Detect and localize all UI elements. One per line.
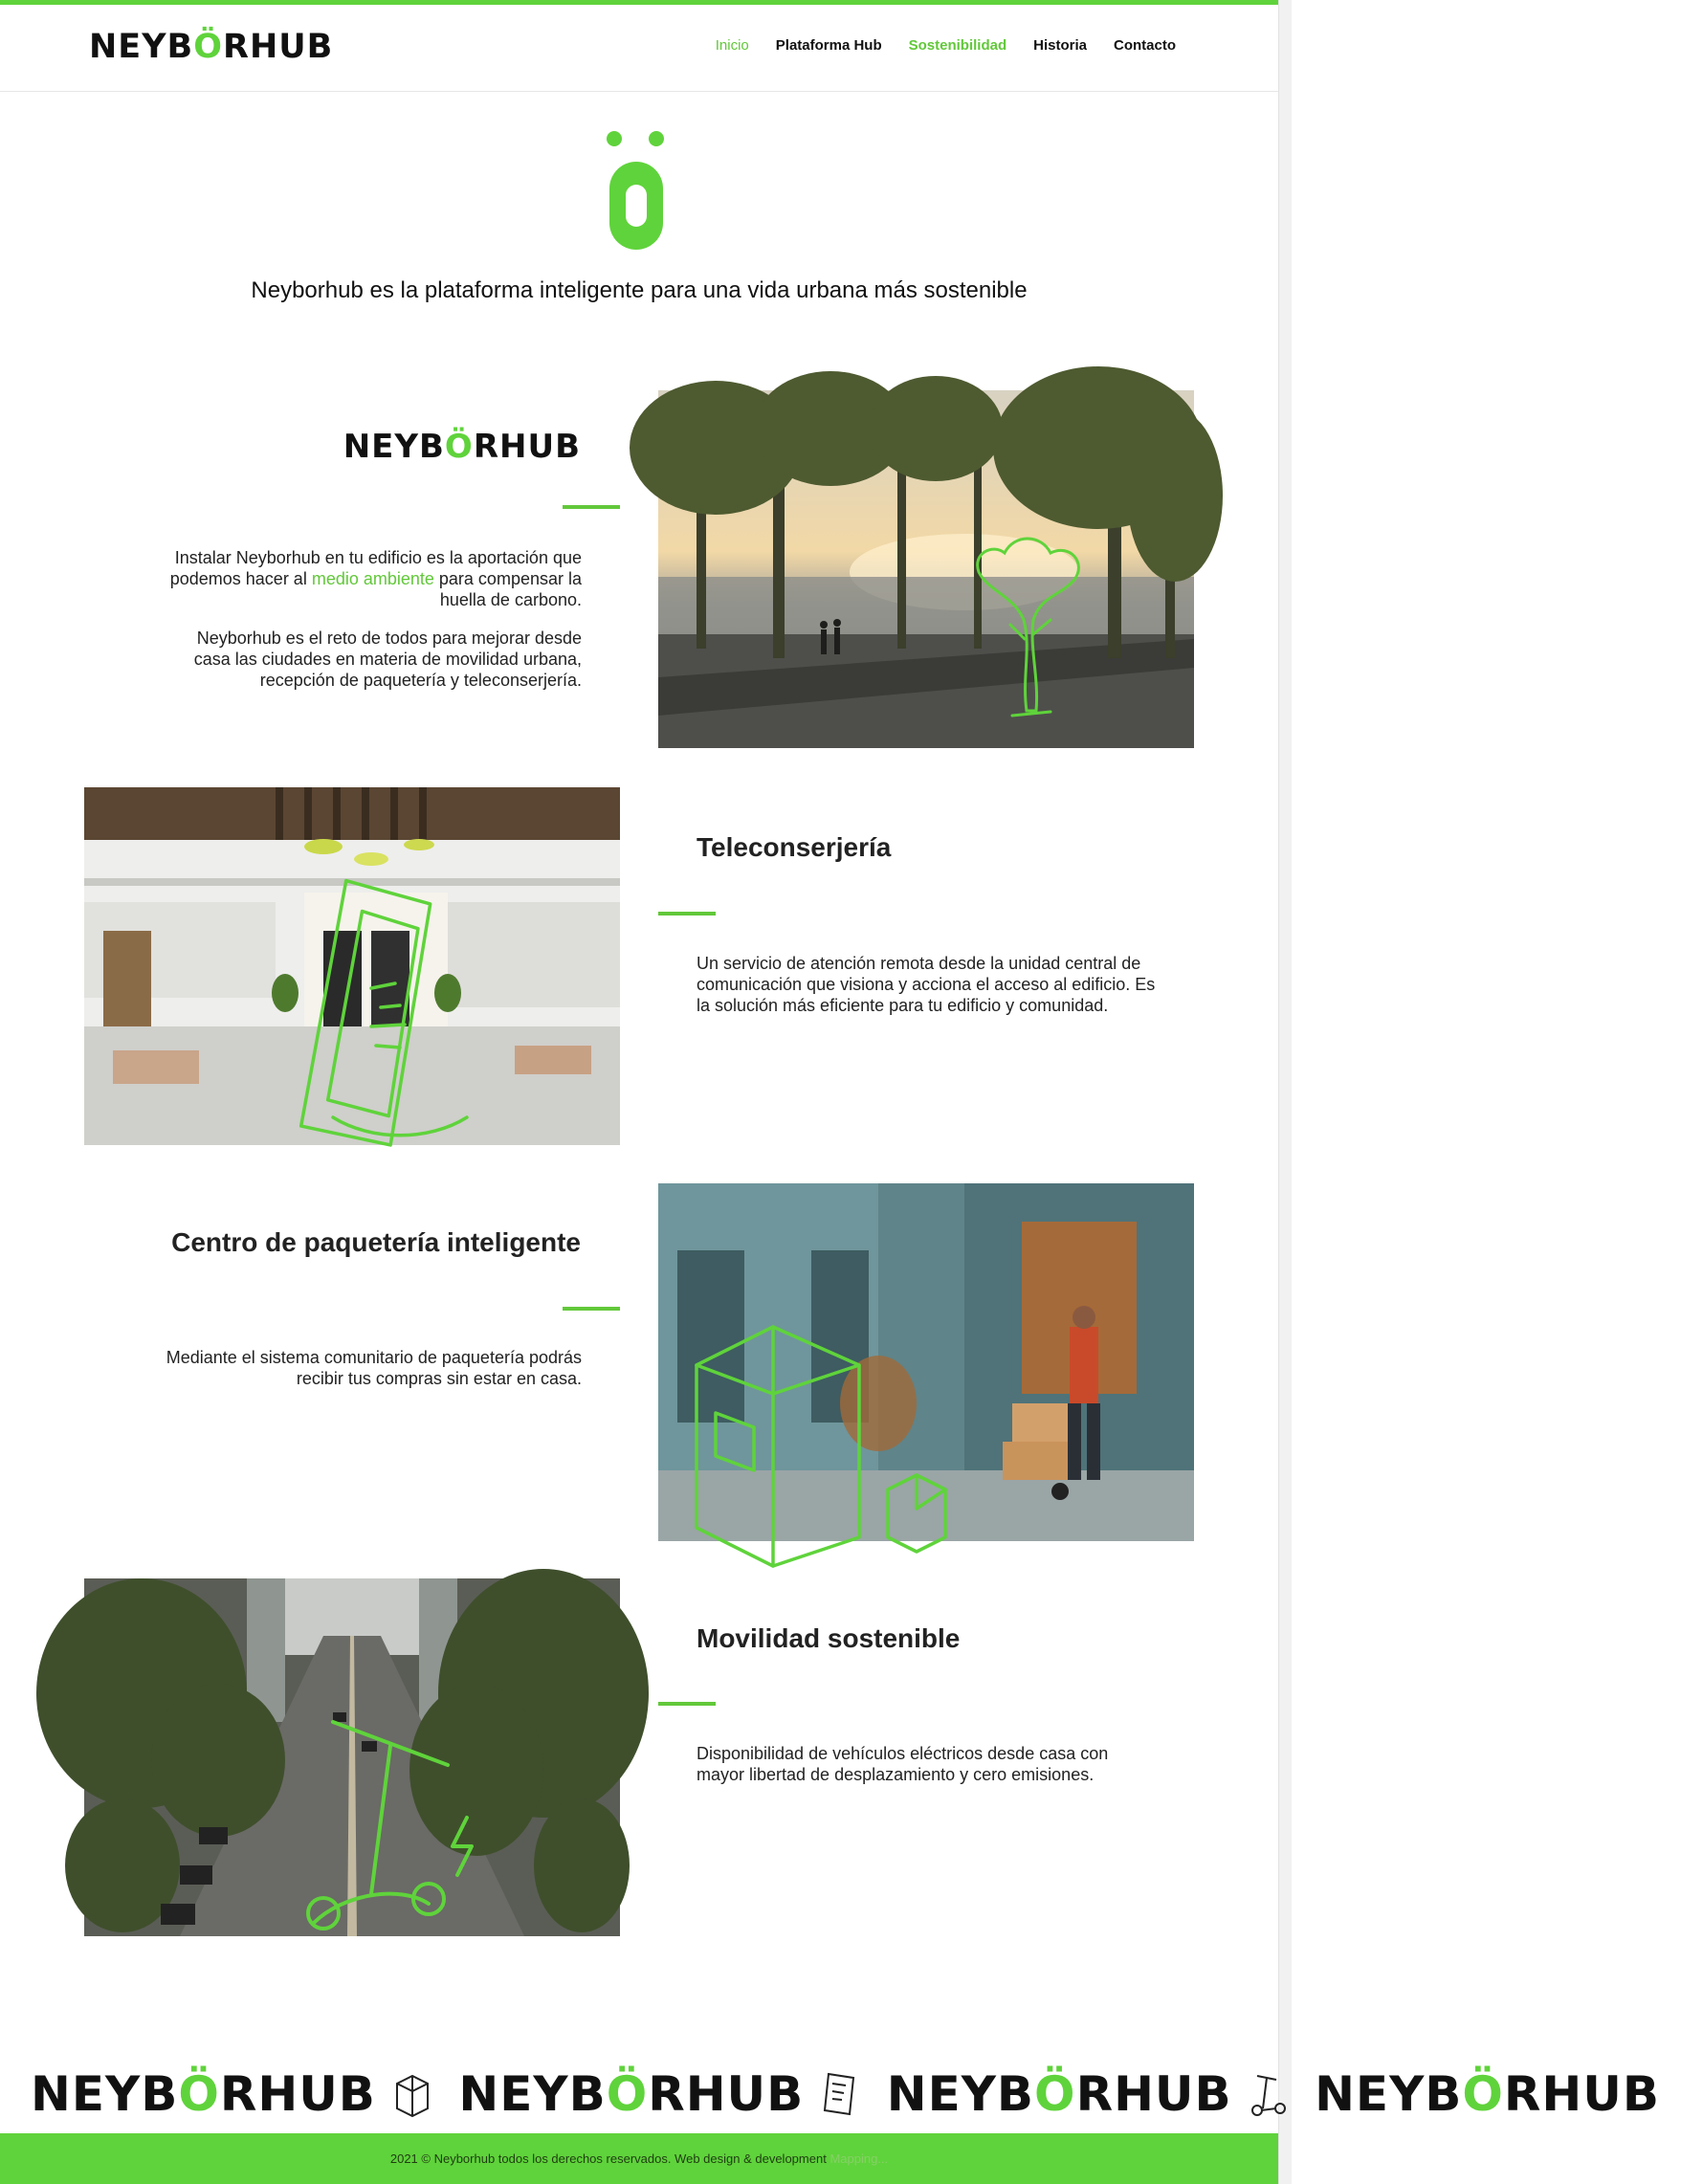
band-logo-prefix: NEYB xyxy=(31,2066,179,2122)
street-illustration xyxy=(84,1578,620,1936)
divider-paqueteria xyxy=(563,1307,620,1311)
teleconserjeria-text: Un servicio de atención remota desde la unidad central de comunicación que visiona y acciona el acceso al edificio. Es la solución más eficiente para tu edificio y comunidad. xyxy=(697,954,1156,1015)
intro-paragraph-2: Neyborhub es el reto de todos para mejorar desde casa las ciudades en materia de movilidad urbana, recepción de paquetería y teleconserjería. xyxy=(193,629,582,690)
logo-text-suffix: RHUB xyxy=(223,28,334,66)
band-logo-suffix: RHUB xyxy=(1075,2066,1232,2122)
section-logo-suffix: RHUB xyxy=(473,428,581,466)
logo-text-prefix: NEYB xyxy=(89,28,194,66)
brand-o-icon xyxy=(601,129,677,254)
band-logo-prefix: NEYB xyxy=(458,2066,607,2122)
band-item-3 xyxy=(887,2066,1290,2122)
band-logo-suffix: RHUB xyxy=(1503,2066,1660,2122)
intro-paragraph-1 xyxy=(122,547,582,610)
nav-sostenibilidad[interactable]: Sostenibilidad xyxy=(908,37,1007,54)
nav-plataforma-hub[interactable]: Plataforma Hub xyxy=(775,37,882,54)
lobby-illustration xyxy=(84,787,620,1145)
divider-movilidad xyxy=(658,1702,716,1706)
lobby-photo xyxy=(84,787,620,1145)
nav-contacto[interactable]: Contacto xyxy=(1114,37,1176,54)
nav-historia[interactable]: Historia xyxy=(1033,37,1087,54)
divider-intro xyxy=(563,505,620,509)
band-item-2 xyxy=(458,2066,861,2122)
intercom-icon xyxy=(819,2070,861,2118)
section-logo xyxy=(343,428,581,466)
footer-credit-link[interactable]: Mapping... xyxy=(829,2151,889,2166)
nav-inicio[interactable]: Inicio xyxy=(715,37,749,54)
band-logo-prefix: NEYB xyxy=(1315,2066,1463,2122)
intro-p1-text-end: para compensar la huella de carbono. xyxy=(433,569,582,609)
band-logo-suffix: RHUB xyxy=(648,2066,805,2122)
band-logo-o: Ö xyxy=(178,2066,220,2122)
band-logo-4 xyxy=(1315,2066,1660,2122)
band-logo-suffix: RHUB xyxy=(219,2066,376,2122)
band-logo-prefix: NEYB xyxy=(886,2066,1035,2122)
paqueteria-title: Centro de paquetería inteligente xyxy=(171,1227,581,1257)
site-footer xyxy=(0,2133,1278,2184)
delivery-photo xyxy=(658,1183,1194,1541)
band-logo-1 xyxy=(31,2066,376,2122)
main-nav xyxy=(716,37,1176,54)
band-logo-o: Ö xyxy=(606,2066,649,2122)
paqueteria-text: Mediante el sistema comunitario de paquetería podrás recibir tus compras sin estar en casa. xyxy=(166,1348,582,1388)
street-photo xyxy=(84,1578,620,1936)
footer-copyright: 2021 © Neyborhub todos los derechos reservados. Web design & development xyxy=(389,2151,827,2166)
delivery-illustration xyxy=(658,1183,1194,1541)
movilidad-text: Disponibilidad de vehículos eléctricos desde casa con mayor libertad de desplazamiento y cero emisiones. xyxy=(697,1744,1109,1784)
movilidad-title: Movilidad sostenible xyxy=(697,1623,961,1653)
package-icon xyxy=(391,2070,433,2118)
scooter-icon xyxy=(1248,2070,1290,2118)
logo-text-o: Ö xyxy=(193,28,223,66)
section-logo-prefix: NEYB xyxy=(343,428,445,466)
park-illustration xyxy=(658,390,1194,748)
band-logo-2 xyxy=(458,2066,804,2122)
park-photo xyxy=(658,390,1194,748)
band-item-1 xyxy=(31,2066,433,2122)
site-header xyxy=(0,5,1278,92)
intro-p1-text: Instalar Neyborhub en tu edificio es la aportación que podemos hacer al xyxy=(169,548,582,588)
band-item-4 xyxy=(1315,2066,1660,2122)
teleconserjeria-title: Teleconserjería xyxy=(697,832,892,862)
band-logo-o: Ö xyxy=(1034,2066,1076,2122)
page-scrollbar[interactable] xyxy=(1278,0,1292,2184)
band-logo-3 xyxy=(887,2066,1232,2122)
divider-teleconserjeria xyxy=(658,912,716,916)
medio-ambiente-link[interactable]: medio ambiente xyxy=(311,569,434,588)
band-logo-o: Ö xyxy=(1462,2066,1504,2122)
section-logo-o: Ö xyxy=(444,428,474,466)
site-logo[interactable] xyxy=(89,26,333,68)
brand-marquee xyxy=(0,2066,1660,2133)
hero-title: Neyborhub es la plataforma inteligente para una vida urbana más sostenible xyxy=(251,277,1028,303)
